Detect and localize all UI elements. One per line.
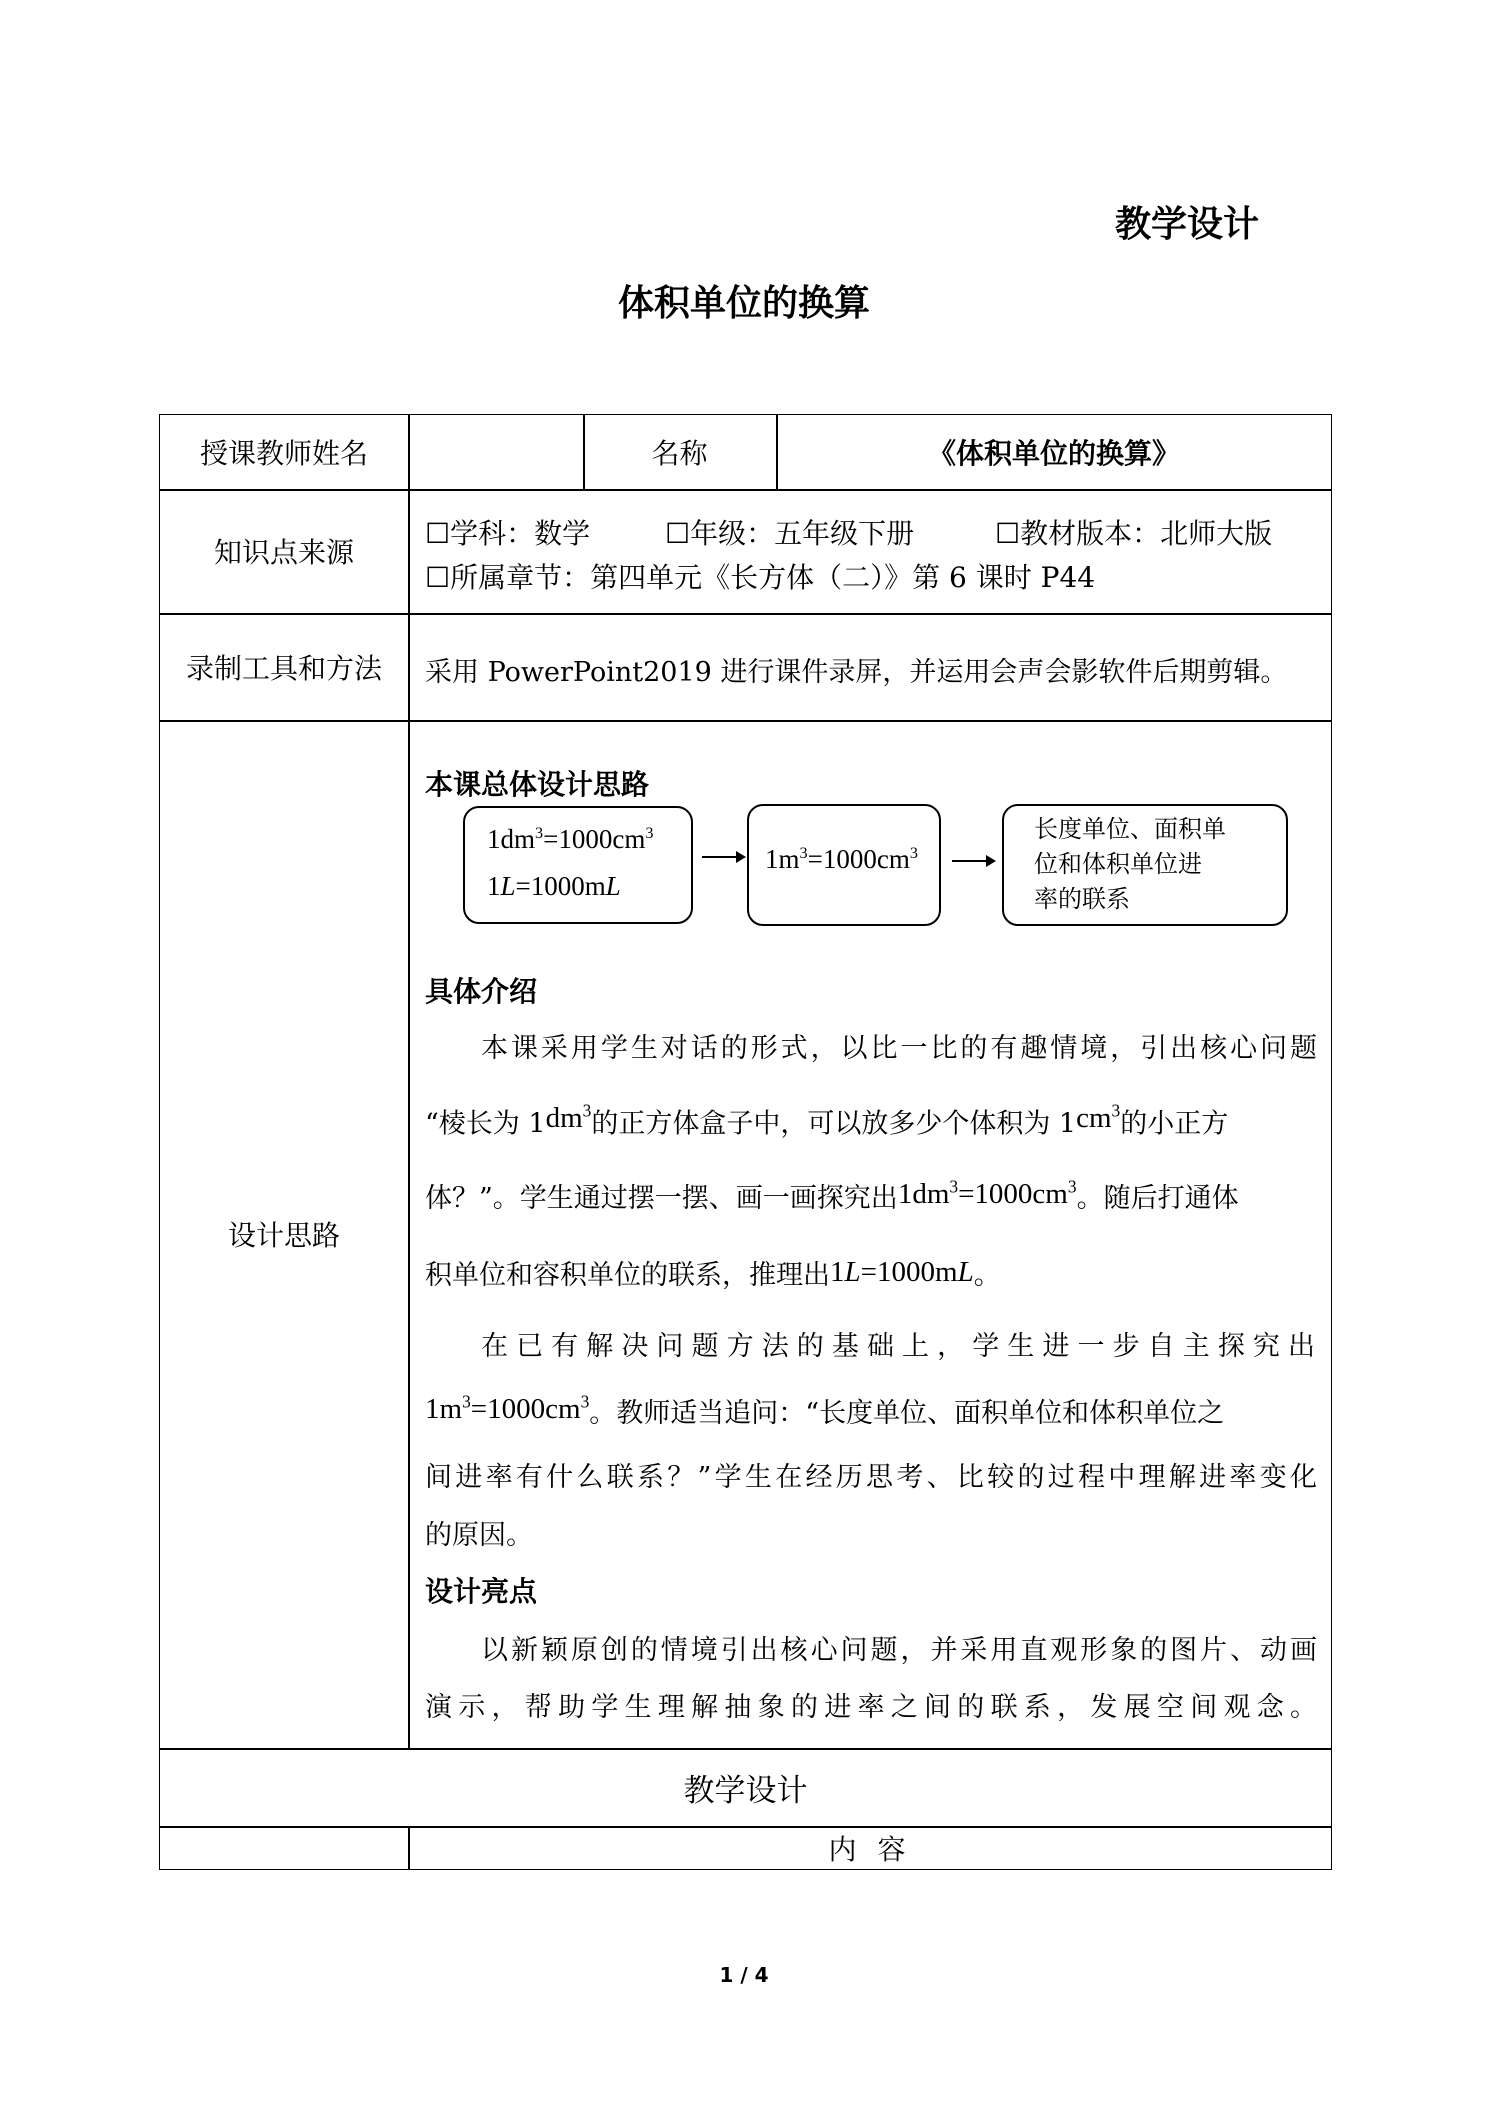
recording-tools-value: 采用 PowerPoint2019 进行课件录屏，并运用会声会影软件后期剪辑。: [425, 657, 1288, 688]
highlight-paragraph-line: 演示，帮助学生理解抽象的进率之间的联系，发展空间观念。: [425, 1692, 1317, 1723]
intro-paragraph-line: 的原因。: [425, 1520, 533, 1551]
textbook-field: ☐教材版本：北师大版: [995, 517, 1273, 550]
flow-box-dm-cm: $1dm^3=1000cm^3$ 1L=1000mL: [463, 806, 693, 924]
flow-box-m-cm: $1m^3=1000cm^3$: [747, 804, 941, 926]
content-column-header: 内 容: [828, 1833, 912, 1866]
subject-field: ☐学科：数学: [425, 517, 591, 550]
intro-paragraph-line: 间进率有什么联系？”学生在经历思考、比较的过程中理解进率变化: [425, 1462, 1317, 1493]
intro-heading: 具体介绍: [425, 975, 538, 1008]
intro-paragraph-line: $1m^3=1000cm^3$。教师适当追问：“长度单位、面积单位和体积单位之: [425, 1391, 1225, 1429]
flow-arrow-icon: [700, 845, 748, 869]
teacher-name-value: [408, 414, 583, 489]
design-idea-label: 设计思路: [227, 1219, 340, 1252]
highlight-heading: 设计亮点: [425, 1575, 538, 1608]
knowledge-source-line1: [425, 512, 1317, 552]
intro-paragraph-line: 本课采用学生对话的形式，以比一比的有趣情境，引出核心问题: [481, 1033, 1317, 1064]
corner-title: 教学设计: [1115, 204, 1260, 245]
recording-tools-label: 录制工具和方法: [185, 651, 382, 685]
intro-paragraph-line: 体？”。学生通过摆一摆、画一画探究出$1dm^3=1000cm^3$。随后打通体: [425, 1176, 1239, 1214]
intro-paragraph-line: 积单位和容积单位的联系，推理出1L=1000mL。: [425, 1256, 1001, 1291]
lesson-name-label: 名称: [651, 436, 708, 470]
knowledge-source-label: 知识点来源: [213, 536, 354, 569]
grade-field: ☐年级：五年级下册: [665, 517, 915, 550]
flow-arrow-icon: [950, 849, 998, 873]
lesson-name-value: 《体积单位的换算》: [927, 436, 1180, 470]
intro-paragraph-line: “棱长为 $1dm^3$的正方体盒子中，可以放多少个体积为 $1cm^3$的小正方: [425, 1100, 1229, 1140]
page-number: 1 / 4: [719, 1963, 769, 1987]
teacher-name-label: 授课教师姓名: [199, 436, 368, 470]
flow-box-unit-relations: 长度单位、面积单 位和体积单位进 率的联系: [1002, 804, 1288, 926]
highlight-paragraph-line: 以新颖原创的情境引出核心问题，并采用直观形象的图片、动画: [481, 1635, 1317, 1666]
document-title: 体积单位的换算: [617, 283, 870, 324]
chapter-field: ☐所属章节：第四单元《长方体（二）》第 6 课时 P44: [425, 561, 1096, 594]
teaching-design-heading: 教学设计: [683, 1772, 808, 1809]
intro-paragraph-line: 在已有解决问题方法的基础上，学生进一步自主探究出: [481, 1331, 1317, 1362]
overall-design-heading: 本课总体设计思路: [425, 768, 650, 801]
